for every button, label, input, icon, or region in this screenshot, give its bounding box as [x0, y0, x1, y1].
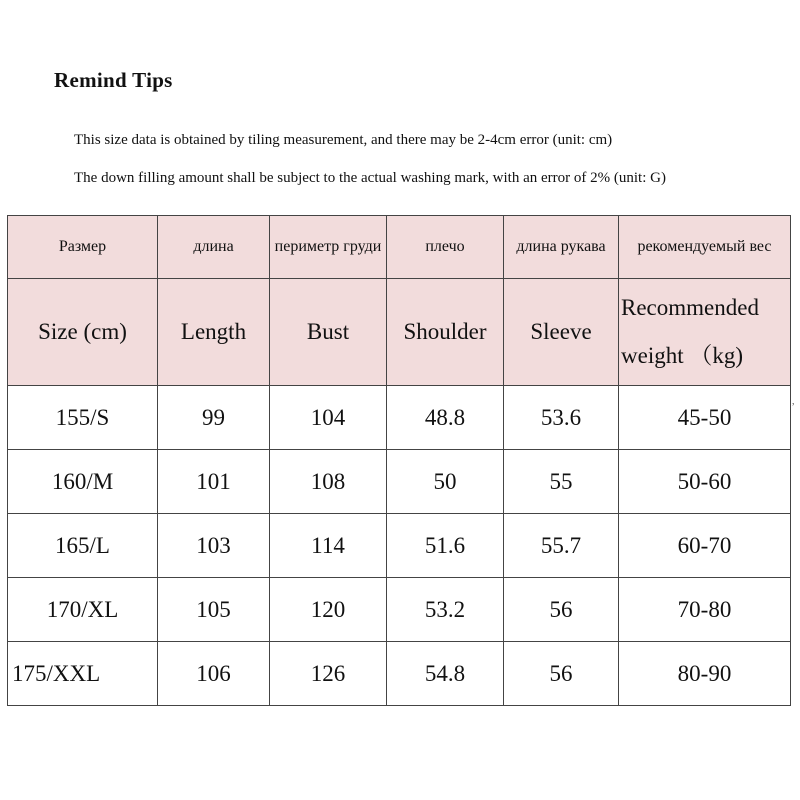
- header-cell-en: Length: [158, 279, 270, 386]
- length-cell: 101: [158, 450, 270, 514]
- note-measurement: This size data is obtained by tiling measurement, and there may be 2-4cm error (unit: cm): [74, 132, 613, 148]
- table-row: [8, 514, 791, 578]
- size-cell: 170/XL: [8, 578, 158, 642]
- size-cell: 155/S: [8, 386, 158, 450]
- header-cell-en: Shoulder: [387, 279, 504, 386]
- weight-cell: 70-80: [619, 578, 791, 642]
- note-down-filling: The down filling amount shall be subject to the actual washing mark, with an error of 2% (unit: G): [74, 170, 666, 186]
- stray-mark: ,: [792, 396, 795, 407]
- header-cell-ru: плечо: [387, 216, 504, 279]
- header-row-english: [8, 279, 791, 386]
- header-cell-en-recommended: [619, 279, 791, 386]
- bust-cell: 104: [270, 386, 387, 450]
- size-cell: 175/XXL: [8, 642, 158, 706]
- table-row: [8, 386, 791, 450]
- recommended-label: Recommended: [621, 295, 759, 320]
- shoulder-cell: 54.8: [387, 642, 504, 706]
- weight-label: weight （kg): [621, 343, 744, 368]
- shoulder-cell: 48.8: [387, 386, 504, 450]
- header-row-russian: [8, 216, 791, 279]
- bust-cell: 114: [270, 514, 387, 578]
- bust-cell: 108: [270, 450, 387, 514]
- sleeve-cell: 56: [504, 578, 619, 642]
- sleeve-cell: 55.7: [504, 514, 619, 578]
- header-cell-en: Size (cm): [8, 279, 158, 386]
- page-title: Remind Tips: [54, 68, 173, 92]
- header-cell-en: Bust: [270, 279, 387, 386]
- sleeve-cell: 55: [504, 450, 619, 514]
- length-cell: 106: [158, 642, 270, 706]
- bust-cell: 120: [270, 578, 387, 642]
- sleeve-cell: 53.6: [504, 386, 619, 450]
- header-cell-ru: Размер: [8, 216, 158, 279]
- weight-cell: 60-70: [619, 514, 791, 578]
- shoulder-cell: 51.6: [387, 514, 504, 578]
- shoulder-cell: 53.2: [387, 578, 504, 642]
- length-cell: 99: [158, 386, 270, 450]
- shoulder-cell: 50: [387, 450, 504, 514]
- table-row: [8, 450, 791, 514]
- header-cell-ru: периметр груди: [270, 216, 387, 279]
- size-cell: 160/M: [8, 450, 158, 514]
- header-cell-ru: длина: [158, 216, 270, 279]
- sleeve-cell: 56: [504, 642, 619, 706]
- weight-cell: 50-60: [619, 450, 791, 514]
- header-cell-ru: рекомендуемый вес: [619, 216, 791, 279]
- length-cell: 103: [158, 514, 270, 578]
- table-row: [8, 578, 791, 642]
- weight-cell: 45-50: [619, 386, 791, 450]
- header-cell-ru: длина рукава: [504, 216, 619, 279]
- size-cell: 165/L: [8, 514, 158, 578]
- bust-cell: 126: [270, 642, 387, 706]
- length-cell: 105: [158, 578, 270, 642]
- table-row: [8, 642, 791, 706]
- weight-cell: 80-90: [619, 642, 791, 706]
- header-cell-en: Sleeve: [504, 279, 619, 386]
- size-chart-table: [7, 215, 791, 706]
